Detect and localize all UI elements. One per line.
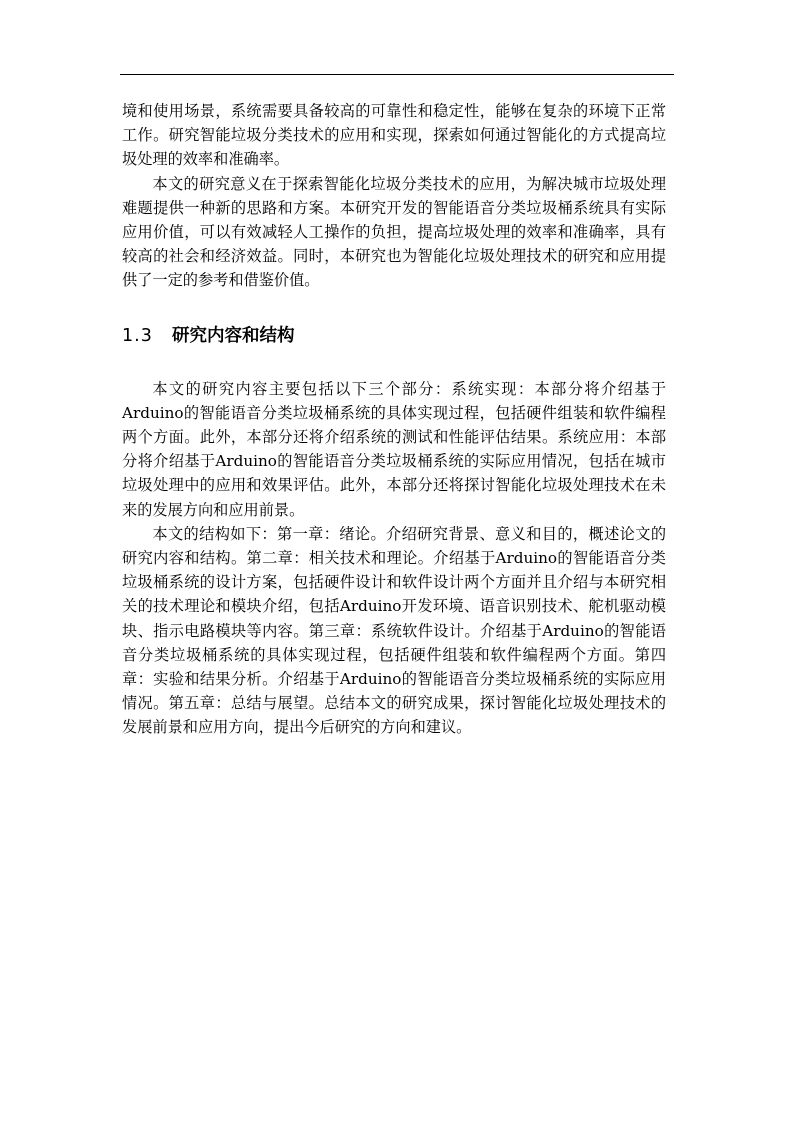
research-significance-paragraph: 本文的研究意义在于探索智能化垃圾分类技术的应用，为解决城市垃圾处理难题提供一种新的思路和方案。本研究开发的智能语音分类垃圾桶系统具有实际应用价值，可以有效减轻人工操作的负担，提高垃圾处理的效率和准确率，具有较高的社会和经济效益。同时，本研究也为智能化垃圾处理技术的研究和应用提供了一定的参考和借鉴价值。 xyxy=(122,174,666,290)
thesis-structure-paragraph: 本文的结构如下：第一章：绪论。介绍研究背景、意义和目的，概述论文的研究内容和结构。第二章：相关技术和理论。介绍基于Arduino的智能语音分类垃圾桶系统的设计方案，包括硬件设计和软件设计两个方面并且介绍与本研究相关的技术理论和模块介绍，包括Arduino开发环境、语音识别技术、舵机驱动模块、指示电路模块等内容。第三章：系统软件设计。介绍基于Arduino的智能语音分类垃圾桶系统的具体实现过程，包括硬件组装和软件编程两个方面。第四章：实验和结果分析。介绍基于Arduino的智能语音分类垃圾桶系统的实际应用情况。第五章：总结与展望。总结本文的研究成果，探讨智能化垃圾处理技术的发展前景和应用方向，提出今后研究的方向和建议。 xyxy=(122,524,666,737)
document-body xyxy=(122,99,666,740)
section-body xyxy=(122,377,666,740)
continued-paragraph: 境和使用场景，系统需要具备较高的可靠性和稳定性，能够在复杂的环境下正常工作。研究智能垃圾分类技术的应用和实现，探索如何通过智能化的方式提高垃圾处理的效率和准确率。 xyxy=(122,102,666,169)
section-heading xyxy=(122,323,666,349)
section-number: 1.3 xyxy=(122,325,153,346)
section-title: 研究内容和结构 xyxy=(172,325,295,346)
header-rule xyxy=(120,74,674,75)
research-content-paragraph: 本文的研究内容主要包括以下三个部分：系统实现：本部分将介绍基于Arduino的智能语音分类垃圾桶系统的具体实现过程，包括硬件组装和软件编程两个方面。此外，本部分还将介绍系统的测试和性能评估结果。系统应用：本部分将介绍基于Arduino的智能语音分类垃圾桶系统的实际应用情况，包括在城市垃圾处理中的应用和效果评估。此外，本部分还将探讨智能化垃圾处理技术在未来的发展方向和应用前景。 xyxy=(122,379,666,519)
